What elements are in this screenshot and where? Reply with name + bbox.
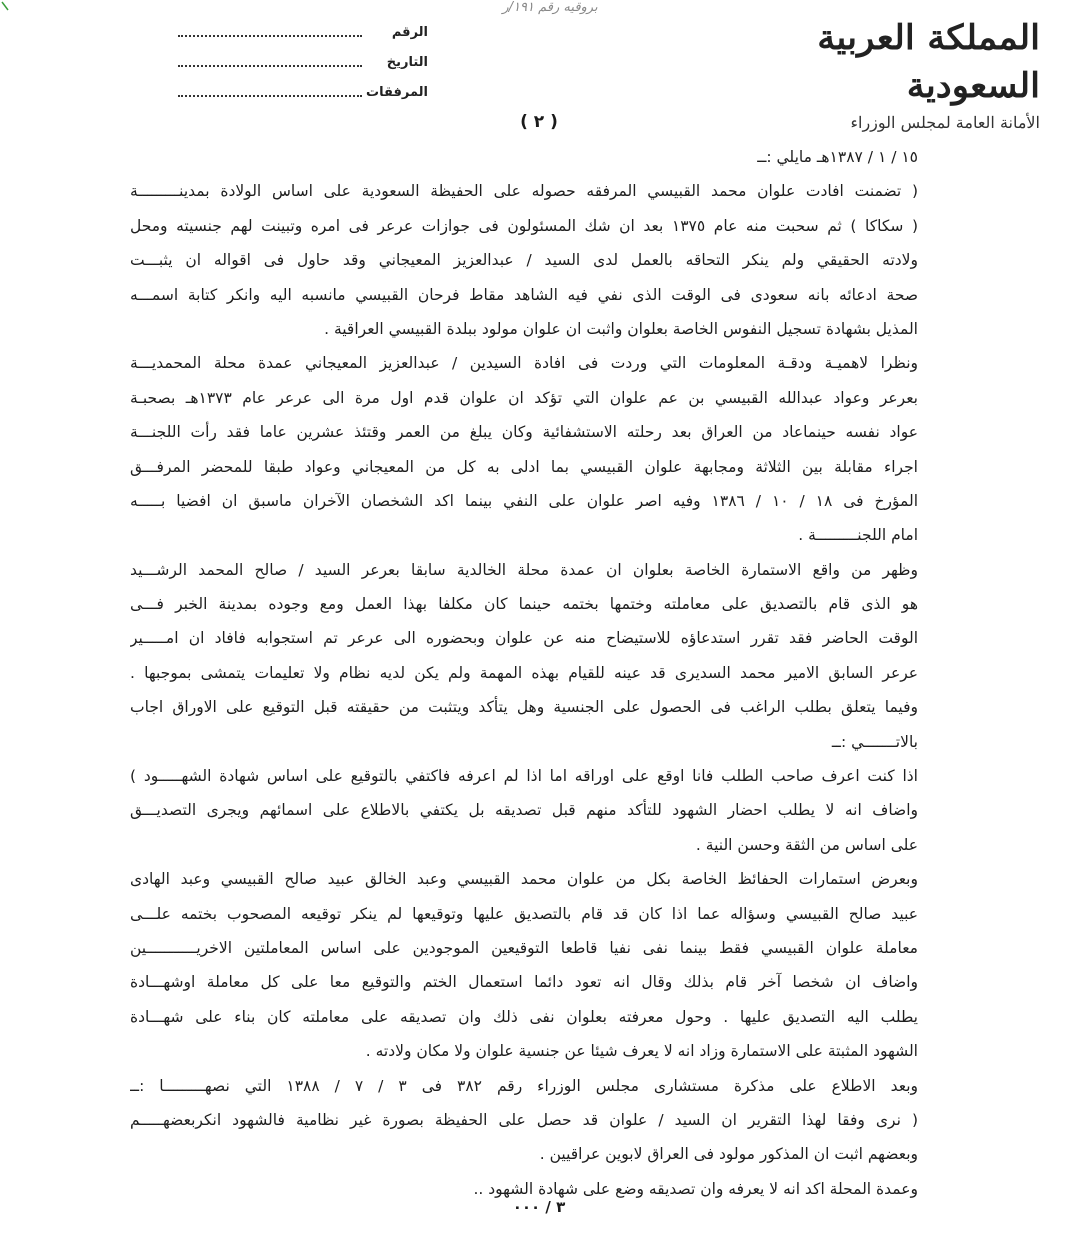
body-line: ولادته الحقيقي ولم ينكر التحاقه بالعمل لدى السيد / عبدالعزيز المعيجاني وقد حاول فى اقواله ان يثبـــت [130, 251, 918, 270]
document-body [130, 140, 918, 1206]
corner-mark-icon [0, 0, 14, 14]
body-line: بعرعر وعواد عبدالله القبيسي بن عم علوان التي تؤكد ان علوان قدم اول مرة الى عرعر عام ١٣٧٣هـ بصحبـة [130, 388, 918, 407]
date-label: التاريخ [386, 55, 428, 70]
number-row [178, 10, 428, 40]
body-line: وفيما يتعلق بطلب الراغب فى الحصول على الجنسية وهل يتأكد ويتثبت من حقيقته قبل التوقيع على الاوراق اجاب [130, 698, 918, 717]
body-line: امام اللجنـــــــــة . [798, 526, 918, 545]
body-line: ونظرا لاهميـة ودقـة المعلومات التي وردت فى افادة السيدين / عبدالعزيز المعيجاني عمدة محلة المحمديـــة [130, 354, 918, 373]
body-line: بالاتـــــــي :ــ [831, 732, 918, 751]
attachments-row [178, 70, 428, 100]
body-line: يطلب اليه التصديق عليها . وحول معرفته بعلوان نفى ذلك وان تصديقه على معاملته كان بناء على شهـــادة [130, 1007, 918, 1026]
body-line: عبيد صالح القبيسي وسؤاله عما اذا كان قد قام بالتصديق عليها وتوقيعها لم ينكر توقيعه المصحوب بختمه علـــى [130, 904, 918, 923]
body-line: الوقت الحاضر فقد تقرر استدعاؤه للاستيضاح منه عن علوان وبحضوره الى عرعر تم استجوابه فافاد ان امـــــير [130, 629, 918, 648]
body-line: المذيل بشهادة تسجيل النفوس الخاصة بعلوان واثبت ان علوان مولود ببلدة القبيسي العراقية . [324, 319, 918, 338]
body-line: اجراء مقابلة بين الثلاثة ومجابهة علوان القبيسي بما ادلى به كل من المعيجاني وعواد طبقا للمحضر المرفـــق [130, 457, 918, 476]
page-number: ( ٢ ) [520, 112, 558, 132]
attachments-field [178, 85, 362, 97]
number-label: الرقم [391, 25, 428, 40]
attachments-label: المرفقات [366, 85, 428, 100]
body-line: هو الذى قام بالتصديق على معاملته وختمها بختمه حينما كان مكلفا بهذا العمل ومع وجوده بمدينة الخبر فـــى [130, 595, 918, 614]
date-row [178, 40, 428, 70]
date-field [178, 55, 362, 67]
body-line: ١٥ / ١ / ١٣٨٧هـ مايلي :ــ [757, 148, 918, 166]
body-line: وبعد الاطلاع على مذكرة مستشارى مجلس الوزراء رقم ٣٨٢ فى ٣ / ٧ / ١٣٨٨ التي نصهـــــــــا :ــ [130, 1076, 918, 1095]
body-line: المؤرخ فى ١٨ / ١٠ / ١٣٨٦ وفيه اصر علوان على النفي بينما اكد الشخصان الآخران ماسبق ان افضيا بـــــه [130, 491, 918, 510]
body-line: على اساس من الثقة وحسن النية . [695, 835, 918, 854]
body-line: واضاف انه لا يطلب احضار الشهود للتأكد منهم قبل تصديقه بل يكتفي بالاطلاع على اسمائهم ويجرى التصديـــق [130, 801, 918, 820]
body-line: وظهر من واقع الاستمارة الخاصة بعلوان ان عمدة محلة الخالدية سابقا بعرعر السيد / صالح المحمد الرشـــيد [130, 560, 918, 579]
body-line: اذا كنت اعرف صاحب الطلب فانا اوقع على اوراقه اما اذا لم اعرفه فاكتفي بالتوقيع على اساس شهادة الشهـــــود ) [130, 767, 918, 786]
body-line: وبعرض استمارات الحفائظ الخاصة بكل من علوان محمد القبيسي وعبد الخالق عبيد صالح القبيسي وعبد الهادى [130, 870, 918, 889]
body-line: ( تضمنت افادت علوان محمد القبيسي المرفقه حصوله على الحفيظة السعودية على اساس الولادة بمدينـــــــــة [130, 182, 918, 201]
reference-block [178, 10, 428, 100]
body-line: وبعضهم اثبت ان المذكور مولود فى العراق لابوين عراقيين . [539, 1145, 918, 1164]
top-handwritten-note: بروقيه رقم ١٩١/ر [502, 0, 598, 15]
body-line: الشهود المثبتة على الاستمارة وزاد انه لا يعرف شيئا عن جنسية علوان ولا مكان ولادته . [365, 1042, 918, 1061]
number-field [178, 25, 362, 37]
body-line: ( سكاكا ) ثم سحبت منه عام ١٣٧٥ بعد ان شك المسئولون فى جوازات عرعر فى امره وتبينت لهم جنسيته ومحل [130, 216, 918, 235]
body-line: ( نرى وفقا لهذا التقرير ان السيد / علوان قد حصل على الحفيظة بصورة غير نظامية فالشهود انكربعضهـــــم [130, 1110, 918, 1129]
body-line: وعمدة المحلة اكد انه لا يعرفه وان تصديقه وضع على شهادة الشهود .. [473, 1179, 918, 1198]
kingdom-name: المملكة العربية السعودية [817, 18, 1040, 106]
body-line: عواد نفسه حينماعاد من العراق بعد رحلته الاستشفائية وكان يبلغ من العمر وقتئذ عشرين عاما فقد رأت اللجنـــة [130, 423, 918, 442]
body-line: واضاف ان شخصا آخر قام بذلك وقال انه تعود دائما استعمال الختم والتوقيع معا على كل معاملة اوشهـــادة [130, 973, 918, 992]
body-line: عرعر السابق الامير محمد السديرى قد عينه للقيام بهذه المهمة ولم يكن لديه نظام ولا تعليمات يتمشى بموجبها . [130, 663, 918, 682]
body-line: معاملة علوان القبيسي فقط بينما نفى نفيا قاطعا التوقيعين الموجودين على اساس المعاملتين الاخريـــــــــــين [130, 938, 918, 957]
body-line: صحة ادعائه بانه سعودى فى الوقت الذى نفي فيه الشاهد مقاط فرحان القبيسي مانسبه اليه وانكر كتابة اسمـــه [130, 285, 918, 304]
department-name: الأمانة العامة لمجلس الوزراء [850, 113, 1040, 132]
continuation-number: ٣ / ٠٠٠ [512, 1198, 566, 1216]
